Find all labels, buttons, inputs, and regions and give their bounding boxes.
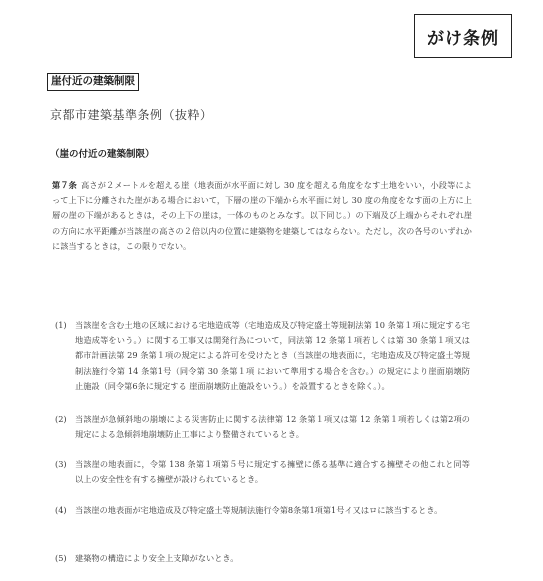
list-item — [55, 412, 470, 442]
list-item — [55, 318, 470, 394]
item-text: 当該崖の地表面が宅地造成及び特定盛土等規制法施行令第8条第1項第1号イ又はロに該当するとき。 — [75, 505, 443, 515]
section-heading: 崖付近の建築制限 — [47, 73, 139, 91]
list-item — [55, 457, 470, 487]
article-text: 高さが２メートルを超える崖（地表面が水平面に対し 30 度を超える角度をなす土地をいい，小段等によって上下に分離された崖がある場合において，下層の崖の下端から水平面に対し 30 度の角度をなす面の上方に上層の崖の下端があるときは，その上下の崖は，一体のものとみなす。以下同じ。）の下端及び上端からそれぞれ崖の方向に水平距離が当該崖の高さの２倍以内の位置に建築物を建築してはならない。ただし，次の各号のいずれかに該当するときは，この限りでない。 — [52, 180, 472, 251]
item-text: 当該崖の地表面に，令第 138 条第１項第５号に規定する擁壁に係る基準に適合する擁壁その他これと同等以上の安全性を有する擁壁が設けられているとき。 — [75, 459, 470, 485]
document-label: がけ条例 — [427, 28, 499, 49]
article-caption: （崖の付近の建築制限） — [50, 149, 155, 160]
item-number: (2) — [55, 414, 67, 424]
list-item — [55, 503, 470, 518]
item-text: 当該崖が急傾斜地の崩壊による災害防止に関する法律第 12 条第１項又は第 12 条第１項若しくは第2項の規定による急傾斜地崩壊防止工事により整備されているとき。 — [75, 414, 470, 440]
article-number: 第７条 — [52, 180, 78, 190]
item-text: 当該崖を含む土地の区域における宅地造成等（宅地造成及び特定盛土等規制法第 10 条第１項に規定する宅地造成等をいう。）に関する工事又は開発行為について，同法第 12 条第１項若しくは第 30 条第１項又は都市計画法第 29 条第１項の規定による許可を受けたとき（当該崖の地表面に，宅地造成及び特定盛土等規制法施行令第 14 条第1号（同令第 30 条第１項 において準用する場合を含む。）の規定により崖面崩壊防止施設（同令第6条に規定する 崖面崩壊防止施設をいう。）を設置するときを除く。）。 — [75, 320, 470, 391]
item-number: (4) — [55, 505, 67, 515]
article-7 — [52, 178, 472, 254]
item-number: (5) — [55, 553, 67, 563]
ordinance-title: 京都市建築基準条例（抜粋） — [50, 108, 213, 122]
list-item — [55, 551, 470, 566]
document-label-box — [414, 14, 512, 58]
item-number: (3) — [55, 459, 67, 469]
item-text: 建築物の構造により安全上支障がないとき。 — [75, 553, 239, 563]
item-number: (1) — [55, 320, 67, 330]
